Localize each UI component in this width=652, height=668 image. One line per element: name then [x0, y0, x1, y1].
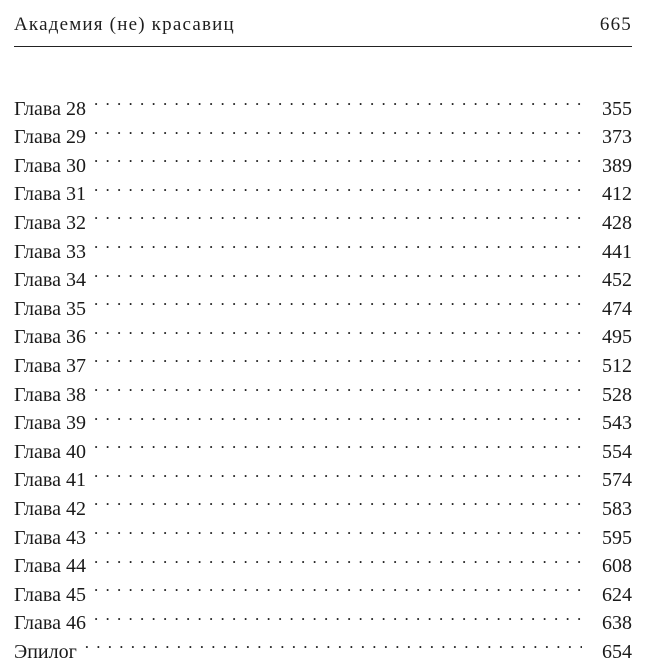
- toc-entry-page: 428: [602, 211, 632, 234]
- toc-entry-title: Глава 33: [14, 240, 86, 263]
- toc-entry-title: Глава 29: [14, 126, 86, 149]
- toc-entry-page: 452: [602, 269, 632, 292]
- toc-entry-page: 441: [602, 240, 632, 263]
- toc-entry: [14, 115, 632, 149]
- toc-entry: [14, 229, 632, 263]
- dot-leader: [94, 315, 582, 344]
- toc-entry: [14, 515, 632, 549]
- page-number: 665: [599, 14, 632, 35]
- toc-entry-page: 373: [602, 126, 632, 149]
- dot-leader: [94, 458, 582, 487]
- toc-entry-title: Глава 43: [14, 526, 86, 549]
- toc-entry-page: 574: [602, 469, 632, 492]
- toc-entry: [14, 572, 632, 606]
- toc-entry-page: 624: [602, 583, 632, 606]
- toc-entry: [14, 143, 632, 177]
- toc-entry-page: 654: [602, 640, 632, 663]
- header-rule: [14, 46, 632, 47]
- dot-leader: [94, 115, 582, 144]
- toc-entry-page: 412: [602, 183, 632, 206]
- toc-entry: [14, 429, 632, 463]
- toc-entry-title: Глава 44: [14, 555, 86, 578]
- dot-leader: [94, 172, 582, 201]
- dot-leader: [94, 86, 582, 115]
- dot-leader: [94, 258, 582, 287]
- toc-entry: [14, 372, 632, 406]
- dot-leader: [94, 229, 582, 258]
- toc-entry: [14, 544, 632, 578]
- toc-entry: [14, 486, 632, 520]
- toc-entry-page: 608: [602, 555, 632, 578]
- toc-entry-page: 583: [602, 497, 632, 520]
- toc-entry: [14, 86, 632, 120]
- dot-leader: [94, 429, 582, 458]
- toc-entry-title: Глава 30: [14, 154, 86, 177]
- toc-entry-title: Глава 35: [14, 297, 86, 320]
- dot-leader: [94, 286, 582, 315]
- toc-entry-title: Эпилог: [14, 640, 77, 663]
- toc-entry-page: 512: [602, 354, 632, 377]
- toc-entry-title: Глава 40: [14, 440, 86, 463]
- book-title: Академия (не) красавиц: [14, 14, 235, 35]
- toc-entry: [14, 286, 632, 320]
- toc-entry-page: 554: [602, 440, 632, 463]
- table-of-contents: [14, 86, 632, 663]
- toc-entry-title: Глава 34: [14, 269, 86, 292]
- toc-entry-page: 355: [602, 97, 632, 120]
- toc-entry-title: Глава 31: [14, 183, 86, 206]
- toc-entry-title: Глава 36: [14, 326, 86, 349]
- toc-entry-title: Глава 42: [14, 497, 86, 520]
- dot-leader: [85, 629, 582, 658]
- toc-entry-title: Глава 41: [14, 469, 86, 492]
- toc-entry-page: 389: [602, 154, 632, 177]
- toc-entry-page: 474: [602, 297, 632, 320]
- toc-entry-page: 638: [602, 612, 632, 635]
- dot-leader: [94, 515, 582, 544]
- toc-entry-page: 495: [602, 326, 632, 349]
- dot-leader: [94, 143, 582, 172]
- dot-leader: [94, 572, 582, 601]
- dot-leader: [94, 486, 582, 515]
- toc-entry-page: 595: [602, 526, 632, 549]
- toc-entry-title: Глава 38: [14, 383, 86, 406]
- dot-leader: [94, 544, 582, 573]
- toc-entry: [14, 458, 632, 492]
- toc-entry: [14, 401, 632, 435]
- toc-entry-title: Глава 46: [14, 612, 86, 635]
- toc-entry-title: Глава 39: [14, 412, 86, 435]
- toc-entry-title: Глава 37: [14, 354, 86, 377]
- dot-leader: [94, 401, 582, 430]
- dot-leader: [94, 372, 582, 401]
- toc-entry: [14, 629, 632, 663]
- dot-leader: [94, 601, 582, 630]
- dot-leader: [94, 200, 582, 229]
- toc-entry: [14, 200, 632, 234]
- toc-entry: [14, 343, 632, 377]
- toc-entry-page: 543: [602, 412, 632, 435]
- toc-entry-title: Глава 32: [14, 211, 86, 234]
- running-head: [14, 14, 632, 40]
- dot-leader: [94, 343, 582, 372]
- toc-entry-title: Глава 45: [14, 583, 86, 606]
- toc-entry: [14, 258, 632, 292]
- toc-entry-page: 528: [602, 383, 632, 406]
- toc-entry-title: Глава 28: [14, 97, 86, 120]
- toc-entry: [14, 601, 632, 635]
- toc-entry: [14, 172, 632, 206]
- toc-entry: [14, 315, 632, 349]
